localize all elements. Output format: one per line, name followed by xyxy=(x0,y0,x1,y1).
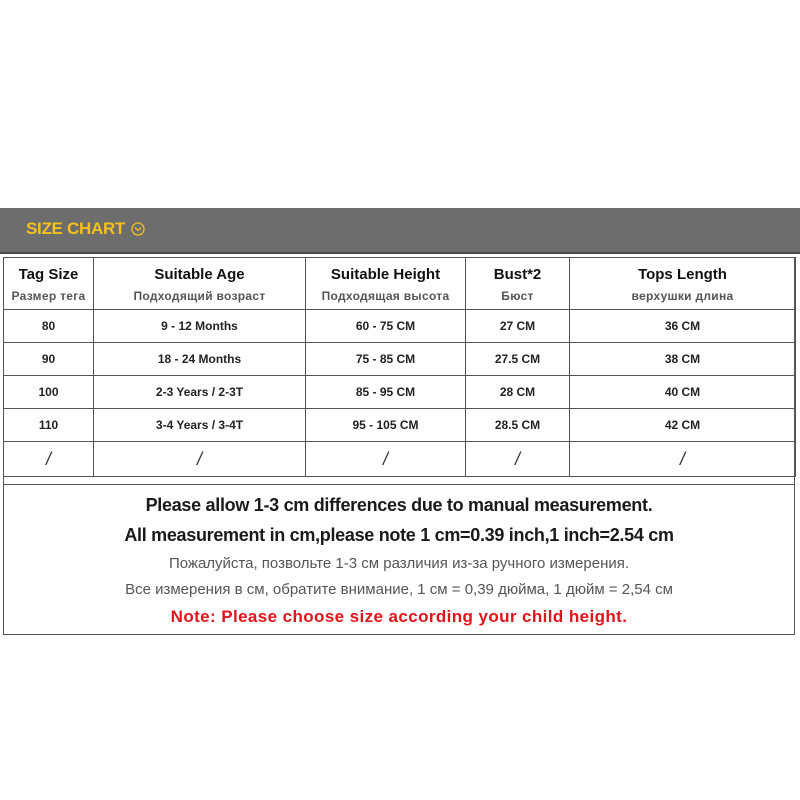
cell-height: 85 - 95 CM xyxy=(306,376,466,409)
cell-age: / xyxy=(94,442,306,477)
note-choose-size-warning: Note: Please choose size according your child height. xyxy=(170,607,628,626)
cell-tag-size: 90 xyxy=(4,343,94,376)
cell-height: 95 - 105 CM xyxy=(306,409,466,442)
cell-bust: 27.5 CM xyxy=(466,343,570,376)
note-differences: Please allow 1-3 cm differences due to manual measurement. xyxy=(145,495,653,515)
header-label-ru: Размер тега xyxy=(11,289,86,303)
note-conversion-ru: Все измерения в см, обратите внимание, 1 см = 0,39 дюйма, 1 дюйм = 2,54 см xyxy=(125,581,673,598)
cell-height: 75 - 85 CM xyxy=(306,343,466,376)
header-label: Tops Length xyxy=(638,266,727,283)
cell-bust: 28 CM xyxy=(466,376,570,409)
header-label-ru: Подходящий возраст xyxy=(133,289,266,303)
cell-height: / xyxy=(306,442,466,477)
cell-tops-length: 40 CM xyxy=(570,376,796,409)
cell-tops-length: / xyxy=(570,442,796,477)
header-label: Suitable Age xyxy=(154,266,245,283)
size-chart-banner xyxy=(0,208,800,254)
header-label: Suitable Height xyxy=(330,266,441,283)
cell-tag-size: 80 xyxy=(4,310,94,343)
note-conversion: All measurement in cm,please note 1 cm=0.39 inch,1 inch=2.54 cm xyxy=(124,525,674,545)
header-label: Tag Size xyxy=(18,266,79,283)
cell-height: 60 - 75 CM xyxy=(306,310,466,343)
cell-tops-length: 42 CM xyxy=(570,409,796,442)
cell-tops-length: 38 CM xyxy=(570,343,796,376)
cell-age: 3-4 Years / 3-4T xyxy=(94,409,306,442)
cell-tag-size: / xyxy=(4,442,94,477)
header-label-ru: Подходящая высота xyxy=(321,289,450,303)
cell-age: 9 - 12 Months xyxy=(94,310,306,343)
header-label-ru: верхушки длина xyxy=(631,289,734,303)
cell-tag-size: 110 xyxy=(4,409,94,442)
note-differences-ru: Пожалуйста, позвольте 1-3 см различия из-за ручного измерения. xyxy=(168,555,630,572)
cell-tag-size: 100 xyxy=(4,376,94,409)
cell-bust: / xyxy=(466,442,570,477)
size-chart-title: SIZE CHART xyxy=(26,219,126,238)
cell-tops-length: 36 CM xyxy=(570,310,796,343)
cell-age: 18 - 24 Months xyxy=(94,343,306,376)
header-label: Bust*2 xyxy=(493,266,542,283)
cell-bust: 28.5 CM xyxy=(466,409,570,442)
cell-age: 2-3 Years / 2-3T xyxy=(94,376,306,409)
chevron-down-circle-icon xyxy=(131,222,145,236)
cell-bust: 27 CM xyxy=(466,310,570,343)
header-label-ru: Бюст xyxy=(501,289,534,303)
measurement-notes xyxy=(3,484,795,635)
